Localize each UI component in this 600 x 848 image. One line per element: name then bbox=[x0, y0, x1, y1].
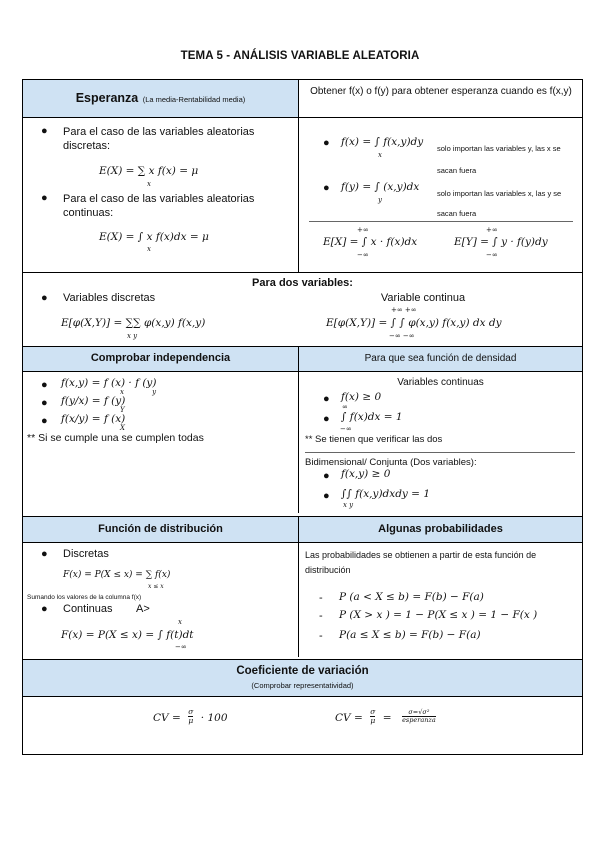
bullet-dot: ● bbox=[323, 470, 330, 482]
independence-formula-1: f(x,y) = f (x) · f (y) bbox=[61, 377, 157, 389]
distribution-continuous-formula: F(x) = P(X ≤ x) = ∫ f(t)dt bbox=[61, 629, 194, 641]
distribution-discrete-label: Discretas bbox=[63, 548, 109, 560]
cv2-equals: = bbox=[382, 712, 392, 724]
obtain-header-text: Obtener f(x) o f(y) para obtener esperanza cuando es f(x,y) bbox=[310, 86, 572, 97]
bullet-dot: ● bbox=[323, 182, 330, 194]
independence-formula-3: f(x/y) = f (x) bbox=[61, 413, 126, 425]
bidim-condition-2: ∫∫ f(x,y)dxdy = 1 bbox=[341, 488, 430, 500]
densidad-continuous-label: Variables continuas bbox=[397, 377, 484, 388]
bullet-dot: ● bbox=[41, 125, 48, 137]
cv1-denominator: μ bbox=[188, 716, 194, 726]
density-note: ** Se tienen que verificar las dos bbox=[305, 434, 443, 445]
independence-formula-1-subs: x y bbox=[120, 388, 157, 396]
sum-note: Sumando los valores de la columna f(x) bbox=[27, 594, 142, 601]
dash-marker: - bbox=[319, 630, 323, 642]
bidim-condition-1: f(x,y) ≥ 0 bbox=[341, 468, 391, 480]
fy-index: y bbox=[378, 196, 382, 204]
fx-index: x bbox=[378, 151, 382, 159]
probability-formula-2: P (X > x ) = 1 − P(X ≤ x ) = 1 − F(x ) bbox=[339, 609, 538, 621]
distribution-continuous-label: Continuas bbox=[63, 603, 113, 615]
probabilities-intro: Las probabilidades se obtienen a partir de esta función de distribución bbox=[305, 550, 537, 575]
cv1-right: · 100 bbox=[200, 712, 228, 724]
discrete-text: Para el caso de las variables aleatorias discretas: bbox=[63, 126, 255, 152]
independence-formula-2: f(y/x) = f (y) bbox=[61, 395, 126, 407]
page-title: TEMA 5 - ANÁLISIS VARIABLE ALEATORIA bbox=[180, 50, 420, 62]
bullet-dot: ● bbox=[41, 379, 48, 391]
probabilidades-title: Algunas probabilidades bbox=[378, 523, 503, 535]
density-condition-1: f(x) ≥ 0 bbox=[341, 391, 382, 403]
bullet-dot: ● bbox=[41, 603, 48, 615]
esperanza-title: Esperanza bbox=[75, 91, 139, 105]
fx-note: solo importan las variables y, las x se sacan fuera bbox=[437, 144, 561, 175]
continuous-integral-index: x bbox=[147, 245, 151, 253]
bidim-index: x y bbox=[343, 501, 354, 509]
distribucion-title: Función de distribución bbox=[98, 523, 223, 535]
summary-table bbox=[22, 79, 583, 755]
densidad-header bbox=[299, 347, 582, 371]
dos-discrete-formula: E[φ(X,Y)] = ∑∑ φ(x,y) f(x,y) bbox=[61, 317, 206, 329]
cv-formula-1 bbox=[153, 708, 228, 726]
density-condition-2: ∫ f(x)dx = 1 bbox=[341, 411, 403, 423]
cv2-fraction-numerator: σ=√σ² bbox=[402, 709, 436, 717]
ex-upper-bound: +∞ bbox=[357, 226, 369, 234]
continuous-text: Para el caso de las variables aleatorias continuas: bbox=[63, 193, 255, 219]
variacion-title: Coeficiente de variación bbox=[236, 665, 369, 677]
bidim-label: Bidimensional/ Conjunta (Dos variables): bbox=[305, 457, 477, 468]
cv1-numerator: σ bbox=[188, 707, 194, 717]
bullet-dot: ● bbox=[41, 397, 48, 409]
dos-discrete-index: x y bbox=[127, 332, 138, 340]
bullet-dot: ● bbox=[323, 413, 330, 425]
probabilidades-header bbox=[299, 517, 582, 542]
cv2-fraction-denominator: esperanza bbox=[402, 716, 436, 725]
ex-formula: E[X] = ∫ x · f(x)dx bbox=[323, 236, 418, 248]
continuous-expectation-formula: E(X) = ∫ x f(x)dx = μ bbox=[99, 231, 209, 243]
dos-variables-header: Para dos variables: bbox=[252, 277, 353, 289]
dos-lower-bounds: −∞ −∞ bbox=[389, 332, 415, 340]
bullet-dot: ● bbox=[41, 415, 48, 427]
dash-marker: - bbox=[319, 592, 323, 604]
variacion-subtitle: (Comprobar representatividad) bbox=[251, 681, 354, 690]
independence-formula-2-sub: Y bbox=[120, 406, 125, 414]
fy-note: solo importan las variables x, las y se sacan fuera bbox=[437, 189, 562, 218]
esperanza-subtitle: (La media-Rentabilidad media) bbox=[142, 95, 246, 104]
discrete-expectation-formula: E(X) = ∑ x f(x) = μ bbox=[99, 165, 199, 177]
distribution-upper-bound: x bbox=[178, 618, 182, 626]
cv-formula-2 bbox=[335, 708, 436, 726]
independencia-header bbox=[23, 347, 298, 371]
dos-continuous-label: Variable continua bbox=[380, 292, 466, 304]
continuous-arrow-text: A> bbox=[136, 603, 150, 615]
densidad-title: Para que sea función de densidad bbox=[364, 353, 517, 364]
dos-upper-bounds: +∞ +∞ bbox=[391, 306, 417, 314]
bullet-dot: ● bbox=[323, 393, 330, 405]
ey-formula: E[Y] = ∫ y · f(y)dy bbox=[454, 236, 548, 248]
independencia-title: Comprobar independencia bbox=[90, 352, 231, 364]
cv2-numerator: σ bbox=[370, 707, 376, 717]
independence-note: ** Si se cumple una se cumplen todas bbox=[27, 432, 204, 444]
bullet-dot: ● bbox=[323, 490, 330, 502]
distribution-discrete-index: x ≤ x bbox=[148, 583, 164, 590]
independence-formula-3-sub: X bbox=[120, 424, 125, 432]
probability-formula-3: P(a ≤ X ≤ b) = F(b) − F(a) bbox=[339, 629, 481, 641]
distribution-discrete-formula: F(x) = P(X ≤ x) = ∑ f(x) bbox=[63, 570, 171, 580]
ey-upper-bound: +∞ bbox=[486, 226, 498, 234]
obtain-header bbox=[299, 80, 583, 117]
cv2-left: CV = bbox=[335, 712, 363, 724]
variacion-header bbox=[23, 660, 582, 696]
bullet-dot: ● bbox=[323, 137, 330, 149]
probability-formula-1: P (a < X ≤ b) = F(b) − F(a) bbox=[339, 591, 484, 603]
density-upper-bound: ∞ bbox=[342, 403, 348, 411]
fx-marginal-formula: f(x) = ∫ f(x,y)dy bbox=[341, 136, 424, 148]
density-lower-bound: −∞ bbox=[340, 425, 352, 433]
discrete-sum-index: x bbox=[147, 180, 151, 188]
dash-marker: - bbox=[319, 610, 323, 622]
fy-marginal-formula: f(y) = ∫ (x,y)dx bbox=[341, 181, 420, 193]
cv1-left: CV = bbox=[153, 712, 181, 724]
ex-lower-bound: −∞ bbox=[357, 251, 369, 259]
dos-continuous-formula: E[φ(X,Y)] = ∫ ∫ φ(x,y) f(x,y) dx dy bbox=[326, 317, 502, 329]
dos-discrete-label: Variables discretas bbox=[63, 292, 156, 304]
bullet-dot: ● bbox=[41, 292, 48, 304]
ey-lower-bound: −∞ bbox=[486, 251, 498, 259]
bullet-dot: ● bbox=[41, 548, 48, 560]
distribucion-header bbox=[23, 517, 298, 542]
distribution-lower-bound: −∞ bbox=[175, 643, 187, 651]
cv2-denominator: μ bbox=[370, 716, 376, 726]
esperanza-header bbox=[23, 80, 298, 117]
bullet-dot: ● bbox=[41, 192, 48, 204]
